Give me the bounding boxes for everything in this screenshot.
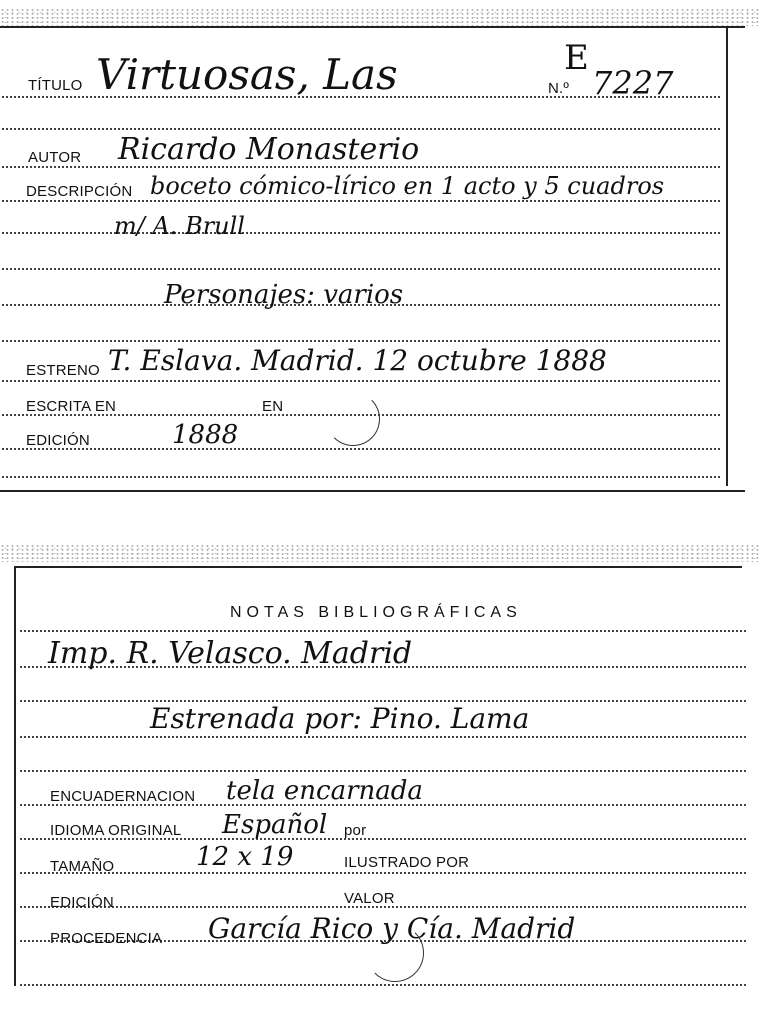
rule-line [2, 232, 720, 234]
numero-letter: E [564, 38, 589, 78]
card-top-border [0, 26, 745, 28]
rule-line [2, 340, 720, 342]
encuadernacion-value: tela encarnada [226, 776, 423, 806]
encuadernacion-label: ENCUADERNACION [50, 788, 196, 805]
escrita-en-label: ESCRITA EN [26, 398, 117, 415]
rule-line [2, 448, 720, 450]
personajes-value: Personajes: varios [164, 280, 404, 310]
numero-label: N.º [548, 80, 570, 97]
catalog-card-top [0, 0, 759, 500]
card-left-border [14, 566, 16, 986]
rule-line [20, 770, 746, 772]
descripcion-line1: boceto cómico-lírico en 1 acto y 5 cuadros [150, 172, 665, 200]
edicion-value: 1888 [172, 420, 239, 450]
ink-smudge [326, 392, 380, 446]
rule-line [20, 984, 746, 986]
por-label: por [344, 822, 367, 839]
descripcion-label: DESCRIPCIÓN [26, 183, 133, 200]
idioma-label: IDIOMA ORIGINAL [50, 822, 182, 839]
procedencia-label: PROCEDENCIA [50, 930, 163, 947]
tamano-value: 12 x 19 [196, 842, 294, 872]
card-bottom-border [0, 490, 745, 492]
ink-smudge [366, 924, 424, 982]
rule-line [2, 268, 720, 270]
autor-label: AUTOR [28, 149, 82, 166]
numero-value: 7227 [592, 64, 674, 102]
descripcion-line2: m/ A. Brull [114, 212, 245, 240]
tamano-label: TAMAÑO [50, 858, 115, 875]
nota-line-2: Estrenada por: Pino. Lama [150, 702, 530, 735]
nota-line-1: Imp. R. Velasco. Madrid [48, 636, 413, 671]
ilustrado-label: ILUSTRADO POR [344, 854, 470, 871]
titulo-value: Virtuosas, Las [96, 50, 398, 99]
card-edge-texture [0, 8, 759, 26]
estreno-value: T. Eslava. Madrid. 12 octubre 1888 [108, 344, 607, 377]
rule-line [20, 630, 746, 632]
titulo-label: TÍTULO [28, 77, 83, 94]
rule-line [2, 200, 720, 202]
rule-line [20, 736, 746, 738]
catalog-card-bottom [0, 540, 759, 1028]
en-label: EN [262, 398, 284, 415]
estreno-label: ESTRENO [26, 362, 100, 379]
valor-label: VALOR [344, 890, 395, 907]
procedencia-value: García Rico y Cía. Madrid [208, 912, 576, 945]
rule-line [2, 128, 720, 130]
edicion-label: EDICIÓN [50, 894, 114, 911]
autor-value: Ricardo Monasterio [118, 132, 420, 167]
card-edge-texture [0, 544, 759, 562]
card-top-border [14, 566, 742, 568]
rule-line [2, 380, 720, 382]
edicion-label: EDICIÓN [26, 432, 90, 449]
rule-line [2, 476, 720, 478]
card-right-border [726, 26, 728, 486]
notas-heading: NOTAS BIBLIOGRÁFICAS [230, 604, 522, 621]
rule-line [20, 872, 746, 874]
idioma-value: Español [222, 810, 328, 840]
